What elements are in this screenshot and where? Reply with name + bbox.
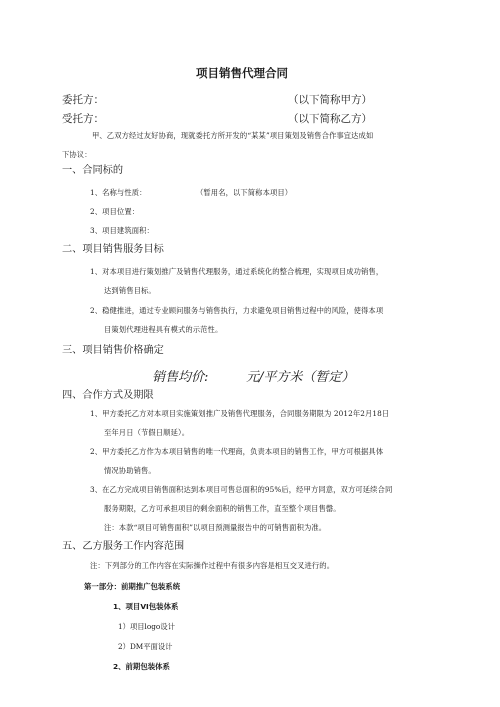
section2-item1-line1: 1、对本项目进行策划推广及销售代理服务，通过系统化的整合梳理，实现项目成功销售， <box>90 267 384 276</box>
price-unit: 元/平方米（暂定） <box>246 370 355 385</box>
section5-sub1-item1: 1）项目logo设计 <box>118 622 175 631</box>
section5-part1: 第一部分：前期推广包装系统 <box>84 582 181 591</box>
section5-sub2: 2、前期包装体系 <box>113 662 170 671</box>
section5-note: 注：下列部分的工作内容在实际操作过程中有很多内容是相互交叉进行的。 <box>90 561 335 570</box>
price-label: 销售均价: <box>152 370 209 385</box>
section2-item2-line1: 2、稳健推进，通过专业顾问服务与销售执行，力求避免项目销售过程中的风险，使得本项 <box>90 306 384 315</box>
agent-note: （以下简称乙方） <box>288 113 372 125</box>
section2-heading: 二、项目销售服务目标 <box>62 244 164 255</box>
section5-sub1-item2: 2）DM平面设计 <box>118 642 173 651</box>
section2-item2-line2: 目策划代理进程具有模式的示范性。 <box>104 325 223 334</box>
agent-label: 受托方： <box>62 113 104 125</box>
section1-heading: 一、合同标的 <box>62 165 124 176</box>
page-title: 项目销售代理合同 <box>196 66 288 80</box>
section4-item3-line2: 服务期限，乙方可承担项目的剩余面积的销售工作，直至整个项目售罄。 <box>104 504 341 513</box>
intro-paragraph-line1: 甲、乙双方经过友好协商，现就委托方所开发的“某某”项目策划及销售合作事宜达成如 <box>92 131 374 140</box>
section4-item2-line2: 情况协助销售。 <box>104 466 156 475</box>
client-label: 委托方： <box>62 94 104 106</box>
section2-item1-line2: 达到销售目标。 <box>104 286 156 295</box>
section5-heading: 五、乙方服务工作内容范围 <box>62 541 185 552</box>
client-note: （以下简称甲方） <box>288 94 372 106</box>
section1-item1-note: （暂用名，以下简称本项目） <box>196 188 293 197</box>
section3-heading: 三、项目销售价格确定 <box>62 345 164 356</box>
section4-note: 注：本款“项目可销售面积”以项目预测量报告中的可销售面积为准。 <box>104 523 327 532</box>
section4-item2-line1: 2、甲方委托乙方作为本项目销售的唯一代理商，负责本项目的销售工作，甲方可根据具体 <box>90 447 384 456</box>
section1-item1-label: 1、名称与性质： <box>90 188 147 197</box>
section1-item3: 3、项目建筑面积： <box>90 226 154 235</box>
section4-heading: 四、合作方式及期限 <box>62 390 154 401</box>
section5-sub1: 1、项目VI包装体系 <box>113 602 179 611</box>
section4-item1-line1: 1、甲方委托乙方对本项目实施策划推广及销售代理服务，合同服务期限为 2012年2月18日 <box>90 409 390 418</box>
section4-item3-line1: 3、在乙方完成项目销售面积达到本项目可售总面积的95%后，经甲方同意，双方可延续合同 <box>90 485 393 494</box>
intro-paragraph-line2: 下协议： <box>62 150 92 159</box>
section1-item2: 2、项目位置： <box>90 207 140 216</box>
section4-item1-line2: 至年月日（节假日顺延）。 <box>104 428 190 437</box>
